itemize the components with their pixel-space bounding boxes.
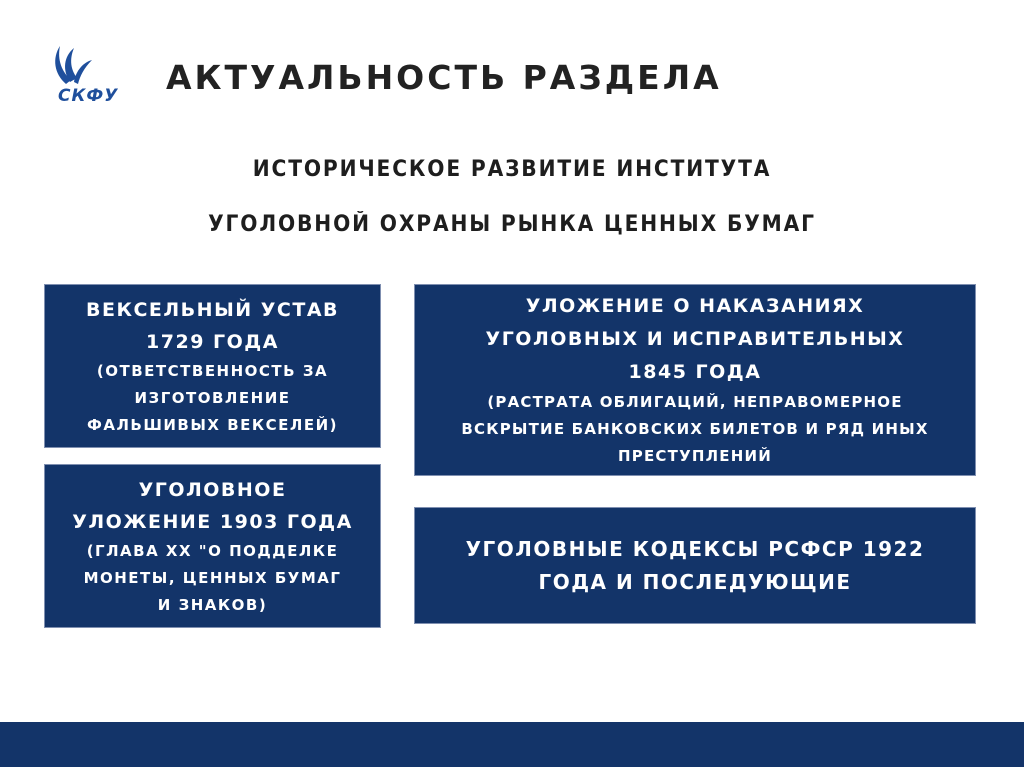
box-sub-line: ИЗГОТОВЛЕНИЕ <box>134 388 291 407</box>
skfu-logo <box>44 40 134 110</box>
footer-bar <box>0 722 1024 767</box>
box-sub-line: ФАЛЬШИВЫХ ВЕКСЕЛЕЙ) <box>86 415 339 434</box>
box-sub-line: (ОТВЕТСТВЕННОСТЬ ЗА <box>96 361 329 380</box>
box-main-line: УЛОЖЕНИЕ 1903 ГОДА <box>72 510 353 533</box>
logo-text: СКФУ <box>58 86 119 106</box>
box-sub-line: (РАСТРАТА ОБЛИГАЦИЙ, НЕПРАВОМЕРНОЕ <box>487 393 903 411</box>
box-vekselny-ustav <box>44 284 381 448</box>
box-sub-line: ПРЕСТУПЛЕНИЙ <box>618 447 772 465</box>
box-sub-line: И ЗНАКОВ) <box>157 595 268 614</box>
box-main-line: УГОЛОВНОЕ <box>138 478 287 501</box>
box-sub-line: ВСКРЫТИЕ БАНКОВСКИХ БИЛЕТОВ И РЯД ИНЫХ <box>461 420 929 438</box>
box-sub-line: МОНЕТЫ, ЦЕННЫХ БУМАГ <box>83 568 342 587</box>
subtitle <box>0 142 1024 252</box>
box-main-line: 1729 ГОДА <box>146 330 279 353</box>
page-title: АКТУАЛЬНОСТЬ РАЗДЕЛА <box>166 58 722 97</box>
box-main-line: УЛОЖЕНИЕ О НАКАЗАНИЯХ <box>525 295 865 317</box>
box-main-line: ВЕКСЕЛЬНЫЙ УСТАВ <box>85 298 340 321</box>
box-ugolovnoe-ulozhenie-1903 <box>44 464 381 628</box>
box-kodeksy-rsfsr <box>414 507 976 624</box>
box-ulozhenie-1845 <box>414 284 976 476</box>
subtitle-line-2: УГОЛОВНОЙ ОХРАНЫ РЫНКА ЦЕННЫХ БУМАГ <box>208 212 816 237</box>
box-main-line: ГОДА И ПОСЛЕДУЮЩИЕ <box>538 569 852 594</box>
box-sub-line: (ГЛАВА XX "О ПОДДЕЛКЕ <box>86 541 339 560</box>
box-main-line: 1845 ГОДА <box>628 361 762 383</box>
box-main-line: УГОЛОВНЫЕ КОДЕКСЫ РСФСР 1922 <box>465 536 925 561</box>
box-main-line: УГОЛОВНЫХ И ИСПРАВИТЕЛЬНЫХ <box>485 328 905 350</box>
subtitle-line-1: ИСТОРИЧЕСКОЕ РАЗВИТИЕ ИНСТИТУТА <box>252 157 772 182</box>
